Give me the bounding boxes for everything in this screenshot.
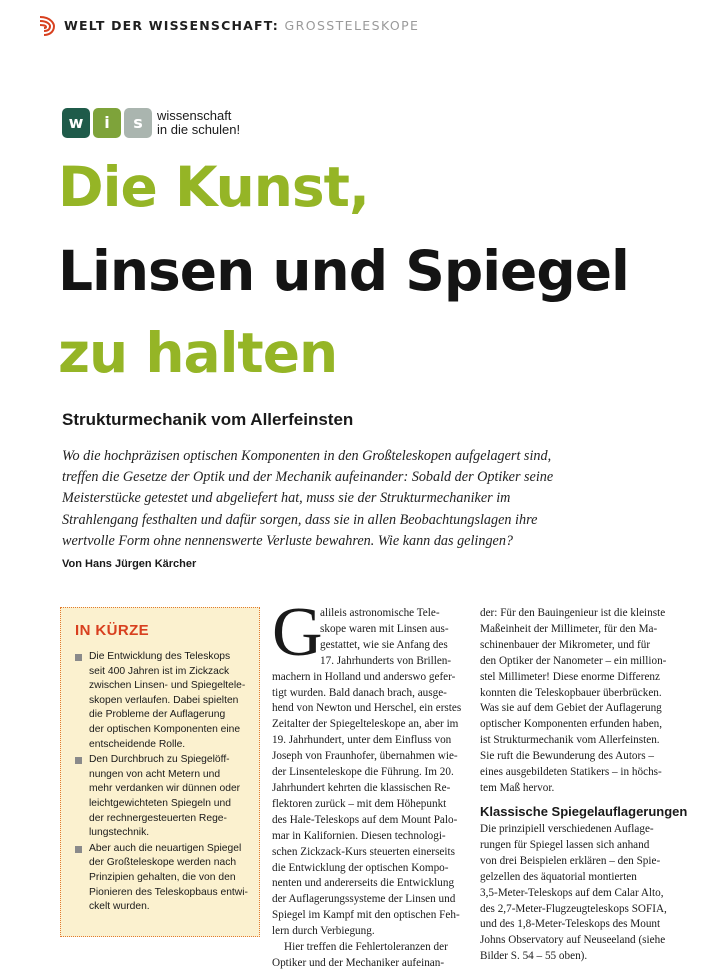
body-column-2-section <box>480 822 680 965</box>
text-line: konnten die Teleskopbauer überbrücken. <box>480 686 662 699</box>
in-kuerze-item <box>73 753 255 841</box>
running-header <box>38 12 698 42</box>
text-line: der Linsenteleskope die Führung. Im 20. <box>272 766 454 779</box>
text-line: Sie ruft die Bewunderung des Autors – <box>480 750 655 763</box>
text-line: der Auflagerungssysteme der Linsen und <box>272 893 456 906</box>
text-line: lern durch Verbiegung. <box>272 925 375 938</box>
in-kuerze-list <box>73 650 255 916</box>
text-line: ist Strukturmechanik vom Allerfeinsten. <box>480 734 660 747</box>
text-line: Spiegel im Kampf mit den optischen Feh- <box>272 909 460 922</box>
text-line: und des 1,8-Meter-Teleskops des Mount <box>480 918 661 931</box>
drop-cap: G <box>272 594 323 671</box>
in-kuerze-line: der rechnergesteuerten Rege- <box>89 812 227 824</box>
text-line: Jahrhundert kehrten die klassischen Re- <box>272 781 451 794</box>
in-kuerze-line: ckelt wurden. <box>89 901 150 913</box>
text-line: Die prinzipiell verschiedenen Auflage- <box>480 823 654 835</box>
wis-letter-i: i <box>93 108 121 138</box>
text-line: stel Millimeter! Diese enorme Differenz <box>480 670 660 683</box>
text-line: Optiker und der Mechaniker aufeinan- <box>272 956 445 969</box>
intro-line: treffen die Gesetze der Optik und der Mechanik aufeinander: Sobald der Optiker seine <box>62 469 554 486</box>
text-line: Was sie auf dem Gebiet der Auflagerung <box>480 702 662 715</box>
body-column-2 <box>480 606 680 797</box>
square-bullet-icon <box>75 846 82 853</box>
in-kuerze-line: nungen von acht Metern und <box>89 768 221 780</box>
author-byline: Von Hans Jürgen Kärcher <box>62 558 197 570</box>
in-kuerze-line: Den Durchbruch zu Spiegelöff- <box>89 754 230 766</box>
headline-line3: zu halten <box>58 321 338 385</box>
headline-line2: Linsen und Spiegel <box>58 239 629 303</box>
in-kuerze-line: zwischen Linsen- und Spiegeltele- <box>89 680 246 692</box>
text-line: optischer Komponenten erfunden haben, <box>480 718 663 731</box>
col1-paragraph2 <box>272 940 468 972</box>
in-kuerze-line: Die Entwicklung des Teleskops <box>89 651 231 662</box>
text-line: Hier treffen die Fehlertoleranzen der <box>284 941 448 954</box>
headline-line1: Die Kunst, <box>58 155 369 219</box>
col1-text <box>272 670 468 940</box>
wis-letter-s: s <box>124 108 152 138</box>
text-line: schinenbauer der Mikrometer, und für <box>480 638 651 651</box>
in-kuerze-line: der optischen Komponenten eine <box>89 723 241 735</box>
article-subtitle: Strukturmechanik vom Allerfeinsten <box>62 410 354 429</box>
intro-line: Wo die hochpräzisen optischen Komponenten in den Großteleskopen aufgelagert sind, <box>62 448 552 464</box>
in-kuerze-line: entscheidende Rolle. <box>89 738 186 750</box>
in-kuerze-line: Aber auch die neuartigen Spiegel <box>89 842 242 854</box>
text-line: 3,5-Meter-Teleskops auf dem Calar Alto, <box>480 886 664 899</box>
in-kuerze-line: Prinzipien gehalten, die von den <box>89 871 236 883</box>
square-bullet-icon <box>75 654 82 661</box>
text-line: tem Maß hervor. <box>480 781 555 794</box>
col2-section-text <box>480 822 680 965</box>
col1-opening <box>320 606 468 670</box>
text-line: Bilder S. 54 – 55 oben). <box>480 950 588 963</box>
text-line: die Entwicklung der optischen Kompo- <box>272 861 449 874</box>
text-line: des 2,7-Meter-Flugzeugteleskops SOFIA, <box>480 902 667 915</box>
text-line: eines ausgebildeten Statikers – in höchs- <box>480 766 662 779</box>
text-line: der: Für den Bauingenieur ist die kleinste <box>480 607 666 619</box>
text-line: skope waren mit Linsen aus- <box>320 622 449 635</box>
text-line: flektoren zurück – mit dem Höhepunkt <box>272 797 447 810</box>
header-subsection: GROSSTELESKOPE <box>284 18 420 33</box>
spiral-logo-icon <box>38 15 56 37</box>
in-kuerze-line: Pionieren des Teleskopbaus entwi- <box>89 886 248 898</box>
header-section: WELT DER WISSENSCHAFT: <box>64 18 279 33</box>
intro-paragraph <box>62 446 582 552</box>
col2-text <box>480 606 680 797</box>
intro-line: Strahlengang festhalten und dafür sorgen, dass sie in allen Beobachtungslagen ihre <box>62 511 538 528</box>
in-kuerze-line: mehr verdanken wir dünnen oder <box>89 783 241 795</box>
text-line: Zeitalter der Spiegelteleskope an, aber im <box>272 718 459 731</box>
text-line: mar in Kalifornien. Diesen technologi- <box>272 829 446 842</box>
header-title <box>64 18 419 33</box>
square-bullet-icon <box>75 757 82 764</box>
text-line: rungen für Spiegel lassen sich anhand <box>480 838 650 851</box>
in-kuerze-box <box>60 607 260 937</box>
in-kuerze-line: seit 400 Jahren ist im Zickzack <box>89 665 230 677</box>
text-line: Joseph von Fraunhofer, übernahmen wie- <box>272 750 458 763</box>
in-kuerze-line: skopen verlaufen. Dabei spielten <box>89 694 239 706</box>
text-line: 19. Jahrhundert, unter dem Einfluss von <box>272 734 452 747</box>
in-kuerze-title: IN KÜRZE <box>75 622 150 639</box>
wis-tagline-line2: in die schulen! <box>157 122 241 137</box>
text-line: des Hale-Teleskops auf dem Mount Palo- <box>272 813 458 826</box>
wis-tagline <box>157 109 240 137</box>
text-line: 17. Jahrhunderts von Brillen- <box>320 654 452 667</box>
text-line: gestattet, wie sie Anfang des <box>320 638 448 651</box>
wis-letter-w: w <box>62 108 90 138</box>
text-line: schen Zickzack-Kurs steuerten einerseits <box>272 845 455 858</box>
in-kuerze-item <box>73 842 255 915</box>
body-column-1 <box>272 606 468 972</box>
text-line: hend von Newton und Herschel, ein erstes <box>272 702 462 715</box>
text-line: Maßeinheit der Millimeter, für den Ma- <box>480 622 658 635</box>
wis-tagline-line1: wissenschaft <box>157 108 232 123</box>
section-heading: Klassische Spiegelauflagerungen <box>480 804 688 819</box>
text-line: machern in Holland und anderswo gefer- <box>272 670 456 683</box>
text-line: nenten und andererseits die Entwicklung <box>272 877 455 890</box>
in-kuerze-line: die Probleme der Auflagerung <box>89 709 226 721</box>
text-line: gelzellen des äquatorial montierten <box>480 870 637 883</box>
text-line: alileis astronomische Tele- <box>320 607 440 619</box>
text-line: tigt wurden. Bald danach brach, ausge- <box>272 686 447 699</box>
in-kuerze-line: lungstechnik. <box>89 827 150 839</box>
text-line: von drei Beispielen erklären – den Spie- <box>480 854 661 867</box>
text-line: Johns Observatory auf Neuseeland (siehe <box>480 934 666 947</box>
in-kuerze-line: der Großteleskope werden nach <box>89 857 237 869</box>
intro-line: Meisterstücke getestet und abgeliefert hat, muss sie der Strukturmechaniker im <box>62 490 511 507</box>
text-line: den Optiker der Nanometer – ein million- <box>480 654 667 667</box>
in-kuerze-item <box>73 650 255 752</box>
intro-line: wertvolle Form ohne nennenswerte Verluste bewahren. Wie kann das gelingen? <box>62 532 514 549</box>
in-kuerze-line: leichtgewichteten Spiegeln und <box>89 797 231 809</box>
